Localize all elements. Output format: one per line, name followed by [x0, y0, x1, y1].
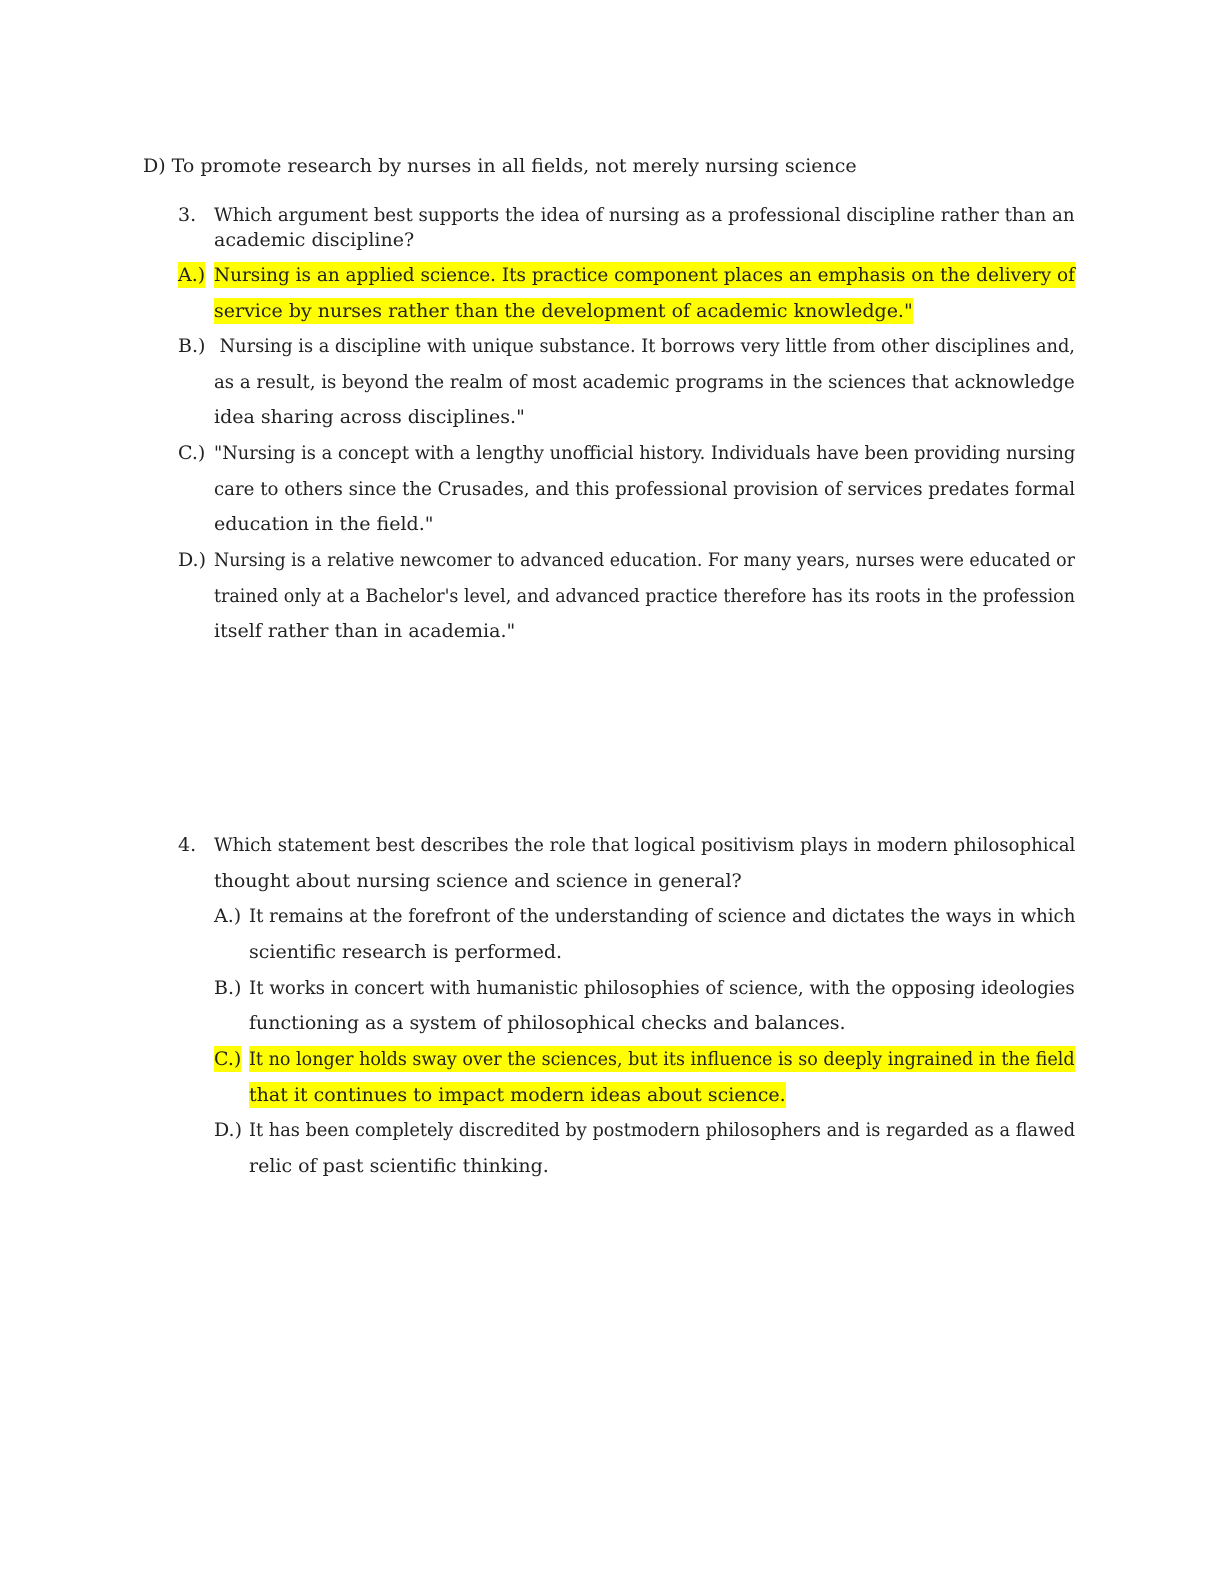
q3-option-d-line-3: itself rather than in academia." [214, 620, 516, 642]
q3-option-c-line-2: care to others since the Crusades, and this professional provision of services predates formal [214, 478, 1076, 500]
q4-option-b-label: B.) [214, 977, 242, 999]
q4-option-c-line-1: It no longer holds sway over the sciences, but its influence is so deeply ingrained in the field [249, 1048, 1075, 1070]
q3-option-a-label: A.) [178, 264, 206, 286]
q3-option-b-line-2: as a result, is beyond the realm of most academic programs in the sciences that acknowledge [214, 371, 1075, 393]
q4-option-a-line-2: scientific research is performed. [249, 941, 563, 963]
q4-option-d-line-1: It has been completely discredited by postmodern philosophers and is regarded as a flawed [249, 1119, 1076, 1141]
question-3-text-line-2: academic discipline? [214, 229, 415, 251]
q4-option-c-label: C.) [214, 1048, 242, 1070]
q4-option-a-label: A.) [214, 905, 242, 927]
q4-option-b-line-2: functioning as a system of philosophical checks and balances. [249, 1012, 846, 1034]
q4-option-d-line-2: relic of past scientific thinking. [249, 1155, 549, 1177]
q3-option-a-line-1: Nursing is an applied science. Its practice component places an emphasis on the delivery of [214, 264, 1075, 286]
question-4-number: 4. [178, 834, 197, 856]
q3-option-c-line-1: "Nursing is a concept with a lengthy unofficial history. Individuals have been providing nursing [214, 442, 1076, 464]
q3-option-c-label: C.) [178, 442, 206, 464]
prev-question-option-d: D) To promote research by nurses in all fields, not merely nursing science [143, 155, 857, 177]
q3-option-d-line-1: Nursing is a relative newcomer to advanced education. For many years, nurses were educated or [214, 549, 1075, 571]
q3-option-b-line-1: Nursing is a discipline with unique substance. It borrows very little from other disciplines and, [214, 335, 1075, 357]
q3-option-b-label: B.) [178, 335, 206, 357]
question-3-text-line-1: Which argument best supports the idea of nursing as a professional discipline rather than an [214, 204, 1075, 226]
q4-option-b-line-1: It works in concert with humanistic philosophies of science, with the opposing ideologies [249, 977, 1075, 999]
question-4-text-line-2: thought about nursing science and science in general? [214, 870, 742, 892]
q4-option-a-line-1: It remains at the forefront of the understanding of science and dictates the ways in which [249, 905, 1076, 927]
q3-option-d-line-2: trained only at a Bachelor's level, and advanced practice therefore has its roots in the profession [214, 585, 1075, 607]
question-4-text-line-1: Which statement best describes the role that logical positivism plays in modern philosophical [214, 834, 1076, 856]
q4-option-c-line-2: that it continues to impact modern ideas about science. [249, 1084, 786, 1106]
q3-option-b-line-3: idea sharing across disciplines." [214, 406, 525, 428]
q3-option-d-label: D.) [178, 549, 207, 571]
q4-option-d-label: D.) [214, 1119, 243, 1141]
q3-option-a-line-2: service by nurses rather than the development of academic knowledge." [214, 300, 913, 322]
question-3-number: 3. [178, 204, 197, 226]
q3-option-c-line-3: education in the field." [214, 513, 434, 535]
